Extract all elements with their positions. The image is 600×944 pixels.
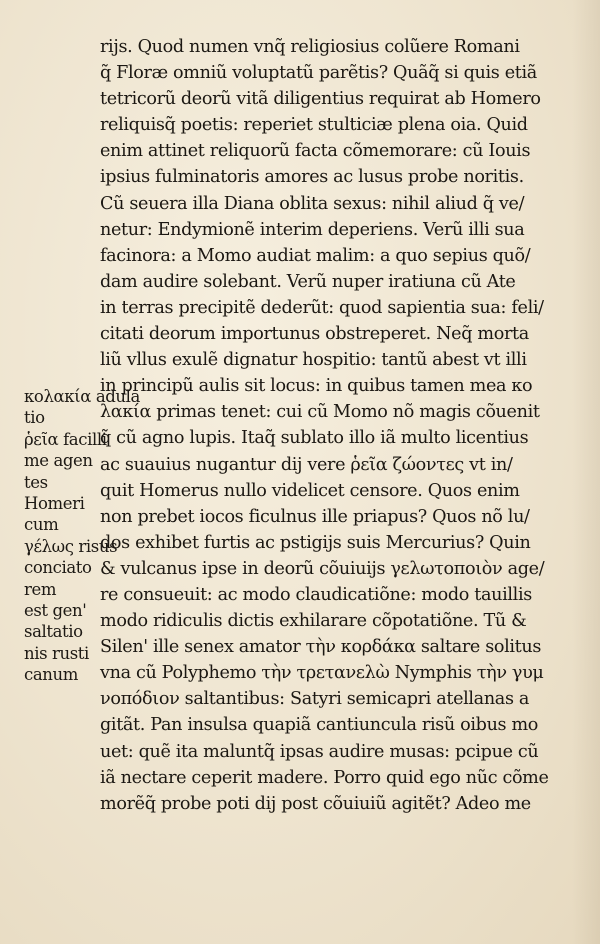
margin-note-line: saltatio: [24, 622, 83, 642]
text-line: quit Homerus nullo videlicet censore. Quos enim: [100, 480, 520, 501]
text-line: citati deorum importunus obstreperet. Neq̃ morta: [100, 324, 529, 345]
text-line: gitãt. Pan insulsa quapiã cantiuncula risũ oibus mo: [100, 715, 539, 736]
text-line: non prebet iocos ficulnus ille priapus? Quos nõ lu/: [100, 506, 530, 527]
margin-note-line: canum: [24, 665, 78, 685]
margin-note-line: Homeri: [24, 493, 85, 513]
text-line: facinora: a Momo audiat malim: a quo sepius quõ/: [100, 245, 531, 266]
text-line: λακία primas tenet: cui cũ Momo nõ magis cõuenit: [100, 402, 540, 423]
text-line: iã nectare ceperit madere. Porro quid ego nũc cõme: [100, 767, 549, 788]
text-line: liũ vllus exulẽ dignatur hospitio: tantũ abest vt illi: [100, 350, 527, 371]
text-line: uet: quẽ ita maluntq̃ ipsas audire musas: pcipue cũ: [100, 741, 539, 762]
text-line: ac suauius nugantur dij vere ῥεῖα ζώοντες vt in/: [100, 454, 513, 475]
text-line: dam audire solebant. Verũ nuper iratiuna cũ Ate: [100, 271, 516, 292]
margin-note-line: κολακία adula: [24, 387, 140, 406]
text-line: reliquisq̃ poetis: reperiet stulticiæ plena oia. Quid: [100, 115, 528, 136]
margin-note-line: est gen': [24, 600, 87, 620]
text-line: morẽq̃ probe poti dij post cõuiuiũ agitẽt? Adeo me: [100, 793, 531, 814]
margin-note-line: nis rusti: [24, 643, 89, 663]
text-line: netur: Endymionẽ interim deperiens. Verũ illi sua: [100, 219, 525, 240]
margin-note-line: conciato: [24, 558, 92, 578]
text-line: enim attinet reliquorũ facta cõmemorare: cũ Iouis: [100, 141, 531, 162]
text-line: in principũ aulis sit locus: in quibus tamen mea κο: [100, 376, 533, 397]
margin-note-line: tes: [24, 472, 48, 492]
main-text-column: [100, 34, 580, 817]
marginal-notes: [24, 386, 140, 685]
text-line: νοπόδιον saltantibus: Satyri semicapri atellanas a: [100, 689, 530, 710]
text-line: Silen' ille senex amator τὴν κορδάκα saltare solitus: [100, 637, 542, 658]
text-line: vna cũ Polyphemo τὴν τρετανελὼ Nymphis τὴν γυμ: [100, 663, 544, 684]
text-line: rijs. Quod numen vnq̃ religiosius colũere Romani: [100, 37, 520, 57]
text-line: re consueuit: ac modo claudicatiõne: modo tauillis: [100, 584, 532, 605]
text-line: q̃ cũ agno lupis. Itaq̃ sublato illo iã multo licentius: [100, 428, 529, 449]
text-line: ipsius fulminatoris amores ac lusus probe noritis.: [100, 167, 524, 188]
text-line: in terras precipitẽ dederũt: quod sapientia sua: feli/: [100, 297, 544, 318]
text-line: dos exhibet furtis ac pstigijs suis Mercurius? Quin: [100, 532, 531, 553]
text-line: & vulcanus ipse in deorũ cõuiuijs γελωτοποιὸν age/: [100, 558, 545, 579]
margin-note-line: rem: [24, 579, 57, 599]
text-line: q̃ Floræ omniũ voluptatũ parẽtis? Quãq̃ si quis etiã: [100, 63, 537, 84]
margin-note-line: ῥεῖα facilli: [24, 429, 107, 449]
margin-note-line: tio: [24, 408, 45, 428]
text-line: Cũ seuera illa Diana oblita sexus: nihil aliud q̃ ve/: [100, 193, 525, 214]
margin-note-line: γέλως risus: [24, 536, 118, 556]
margin-note-line: me agen: [24, 451, 93, 471]
text-line: modo ridiculis dictis exhilarare cõpotatiõne. Tũ &: [100, 611, 527, 632]
text-line: tetricorũ deorũ vitã diligentius requirat ab Homero: [100, 89, 541, 110]
margin-note-line: cum: [24, 515, 59, 535]
